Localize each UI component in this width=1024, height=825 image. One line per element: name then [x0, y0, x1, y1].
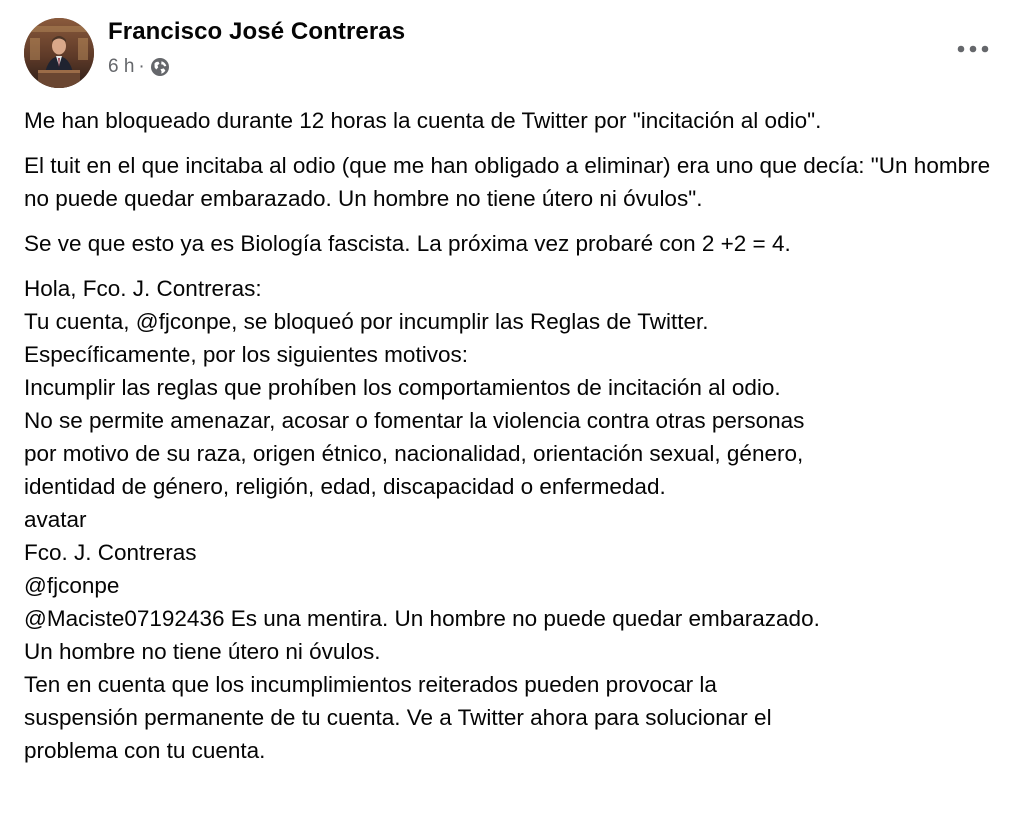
- notice-line: Ten en cuenta que los incumplimientos reiterados pueden provocar la: [24, 672, 717, 697]
- notice-line: identidad de género, religión, edad, discapacidad o enfermedad.: [24, 474, 666, 499]
- avatar-image: [24, 18, 94, 88]
- quoted-twitter-notice: [24, 272, 1009, 767]
- globe-icon[interactable]: [150, 57, 170, 77]
- notice-line: Un hombre no tiene útero ni óvulos.: [24, 639, 381, 664]
- notice-line: @fjconpe: [24, 573, 120, 598]
- notice-line: por motivo de su raza, origen étnico, nacionalidad, orientación sexual, género,: [24, 441, 804, 466]
- more-options-icon: [957, 45, 989, 53]
- notice-line: suspensión permanente de tu cuenta. Ve a Twitter ahora para solucionar el: [24, 705, 772, 730]
- post-paragraph: Se ve que esto ya es Biología fascista. La próxima vez probaré con 2 +2 = 4.: [24, 231, 791, 256]
- author-name[interactable]: Francisco José Contreras: [108, 18, 406, 45]
- post-body: [24, 104, 1009, 767]
- notice-line: @Maciste07192436 Es una mentira. Un hombre no puede quedar embarazado.: [24, 606, 820, 631]
- post-header: [0, 0, 1024, 96]
- post-paragraph: Me han bloqueado durante 12 horas la cuenta de Twitter por "incitación al odio".: [24, 108, 822, 133]
- post-timestamp[interactable]: 6 h: [108, 56, 135, 77]
- notice-line: problema con tu cuenta.: [24, 738, 266, 763]
- more-options-button[interactable]: [952, 34, 994, 64]
- notice-line: avatar: [24, 507, 87, 532]
- notice-line: Fco. J. Contreras: [24, 540, 197, 565]
- meta-separator: ·: [138, 56, 145, 77]
- notice-line: Específicamente, por los siguientes motivos:: [24, 342, 468, 367]
- notice-line: Tu cuenta, @fjconpe, se bloqueó por incumplir las Reglas de Twitter.: [24, 309, 709, 334]
- post-meta: [108, 54, 170, 80]
- notice-line: Hola, Fco. J. Contreras:: [24, 276, 262, 301]
- notice-line: No se permite amenazar, acosar o fomentar la violencia contra otras personas: [24, 408, 805, 433]
- post-paragraph: El tuit en el que incitaba al odio (que me han obligado a eliminar) era uno que decía: "Un hombre no puede quedar embarazado. Un hombre no tiene útero ni óvulos".: [24, 153, 991, 211]
- notice-line: Incumplir las reglas que prohíben los comportamientos de incitación al odio.: [24, 375, 781, 400]
- author-avatar[interactable]: [24, 18, 94, 88]
